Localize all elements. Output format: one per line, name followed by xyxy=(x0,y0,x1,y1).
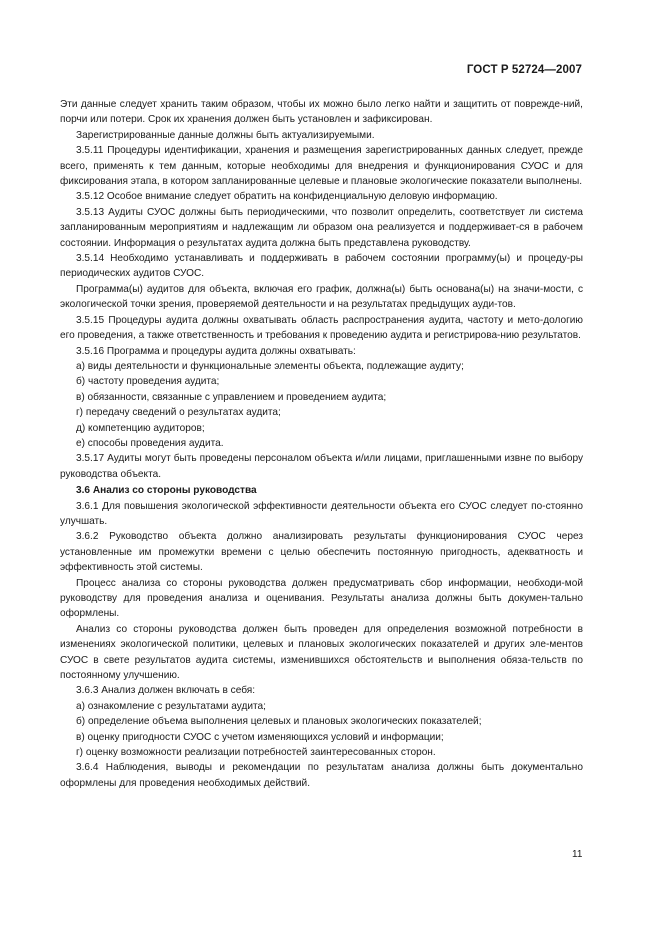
paragraph: 3.5.12 Особое внимание следует обратить на конфиденциальную деловую информацию. xyxy=(76,191,498,203)
paragraph: 3.6.2 Руководство объекта должно анализировать результаты функционирования СУОС через установленные им промежутки времени с целью обеспечить постоянную пригодность, адекватность и эффективность этой системы. xyxy=(60,531,583,574)
paragraph: Зарегистрированные данные должны быть актуализируемыми. xyxy=(76,129,375,141)
paragraph: б) определение объема выполнения целевых и плановых экологических показателей; xyxy=(76,716,482,728)
paragraph: 3.5.11 Процедуры идентификации, хранения и размещения зарегистрированных данных следует, прежде всего, применять к тем данным, которые необходимы для внедрения и функционирования СУОС и для фиксирования этапа, в котором запланированные целевые и плановые экологические показатели выполнены. xyxy=(60,145,583,188)
paragraph: 3.5.13 Аудиты СУОС должны быть периодическими, что позволит определить, соответствует ли система запланированным мероприятиям и надлежащим ли образом она реализуется и поддерживает-ся в рабочем состоянии. Информация о результатах аудита должна быть представлена руководству. xyxy=(60,206,583,249)
page-number: 11 xyxy=(572,849,583,860)
paragraph: в) обязанности, связанные с управлением и проведением аудита; xyxy=(76,391,387,403)
paragraph: д) компетенцию аудиторов; xyxy=(76,422,205,434)
paragraph: 3.5.16 Программа и процедуры аудита должны охватывать: xyxy=(76,345,356,357)
paragraph: г) оценку возможности реализации потребностей заинтересованных сторон. xyxy=(76,747,436,759)
paragraph: 3.6.4 Наблюдения, выводы и рекомендации по результатам анализа должны быть документально оформлены для проведения необходимых действий. xyxy=(60,762,583,789)
paragraph: Программа(ы) аудитов для объекта, включая его график, должна(ы) быть основана(ы) на значи-мости, с экологической точки зрения, проверяемой деятельности и на результатах предыдущих ауди-тов. xyxy=(60,283,583,311)
paragraph: 3.6.3 Анализ должен включать в себя: xyxy=(76,685,256,697)
paragraph: 3.5.15 Процедуры аудита должны охватывать область распространения аудита, частоту и мето-дологию его проведения, а также ответственность и требования к проведению аудита и регистрирова-нию результатов. xyxy=(60,314,583,342)
paragraph: Эти данные следует хранить таким образом, чтобы их можно было легко найти и защитить от поврежде-ний, порчи или потери. Срок их хранения должен быть установлен и зафиксирован. xyxy=(60,99,583,126)
paragraph: 3.5.17 Аудиты могут быть проведены персоналом объекта и/или лицами, приглашенными извне по выбору руководства объекта. xyxy=(60,453,583,480)
paragraph: 3.6.1 Для повышения экологической эффективности деятельности объекта его СУОС следует по-стоянно улучшать. xyxy=(60,500,583,527)
paragraph: г) передачу сведений о результатах аудита; xyxy=(76,407,281,419)
paragraph: б) частоту проведения аудита; xyxy=(76,376,220,388)
paragraph: Процесс анализа со стороны руководства должен предусматривать сбор информации, необходи-мой руководству для проведения анализа и оценивания. Результаты анализа должны быть докумен-тально оформлены. xyxy=(60,577,583,620)
section-heading: 3.6 Анализ со стороны руководства xyxy=(76,485,257,497)
paragraph: а) виды деятельности и функциональные элементы объекта, подлежащие аудиту; xyxy=(76,360,464,372)
paragraph: в) оценку пригодности СУОС с учетом изменяющихся условий и информации; xyxy=(76,731,444,743)
paragraph: е) способы проведения аудита. xyxy=(76,437,224,449)
document-body xyxy=(60,97,583,791)
paragraph: 3.5.14 Необходимо устанавливать и поддерживать в рабочем состоянии программу(ы) и процеду-ры периодических аудитов СУОС. xyxy=(60,253,583,280)
document-header: ГОСТ Р 52724—2007 xyxy=(466,64,582,76)
paragraph: а) ознакомление с результатами аудита; xyxy=(76,700,266,712)
paragraph: Анализ со стороны руководства должен быть проведен для определения возможной потребности в изменениях экологической политики, целевых и плановых экологических показателей и других эле-ментов СУОС в свете результатов аудита системы, изменившихся обстоятельств и выполнения обяза-тельств по постоянному улучшению. xyxy=(60,623,583,682)
